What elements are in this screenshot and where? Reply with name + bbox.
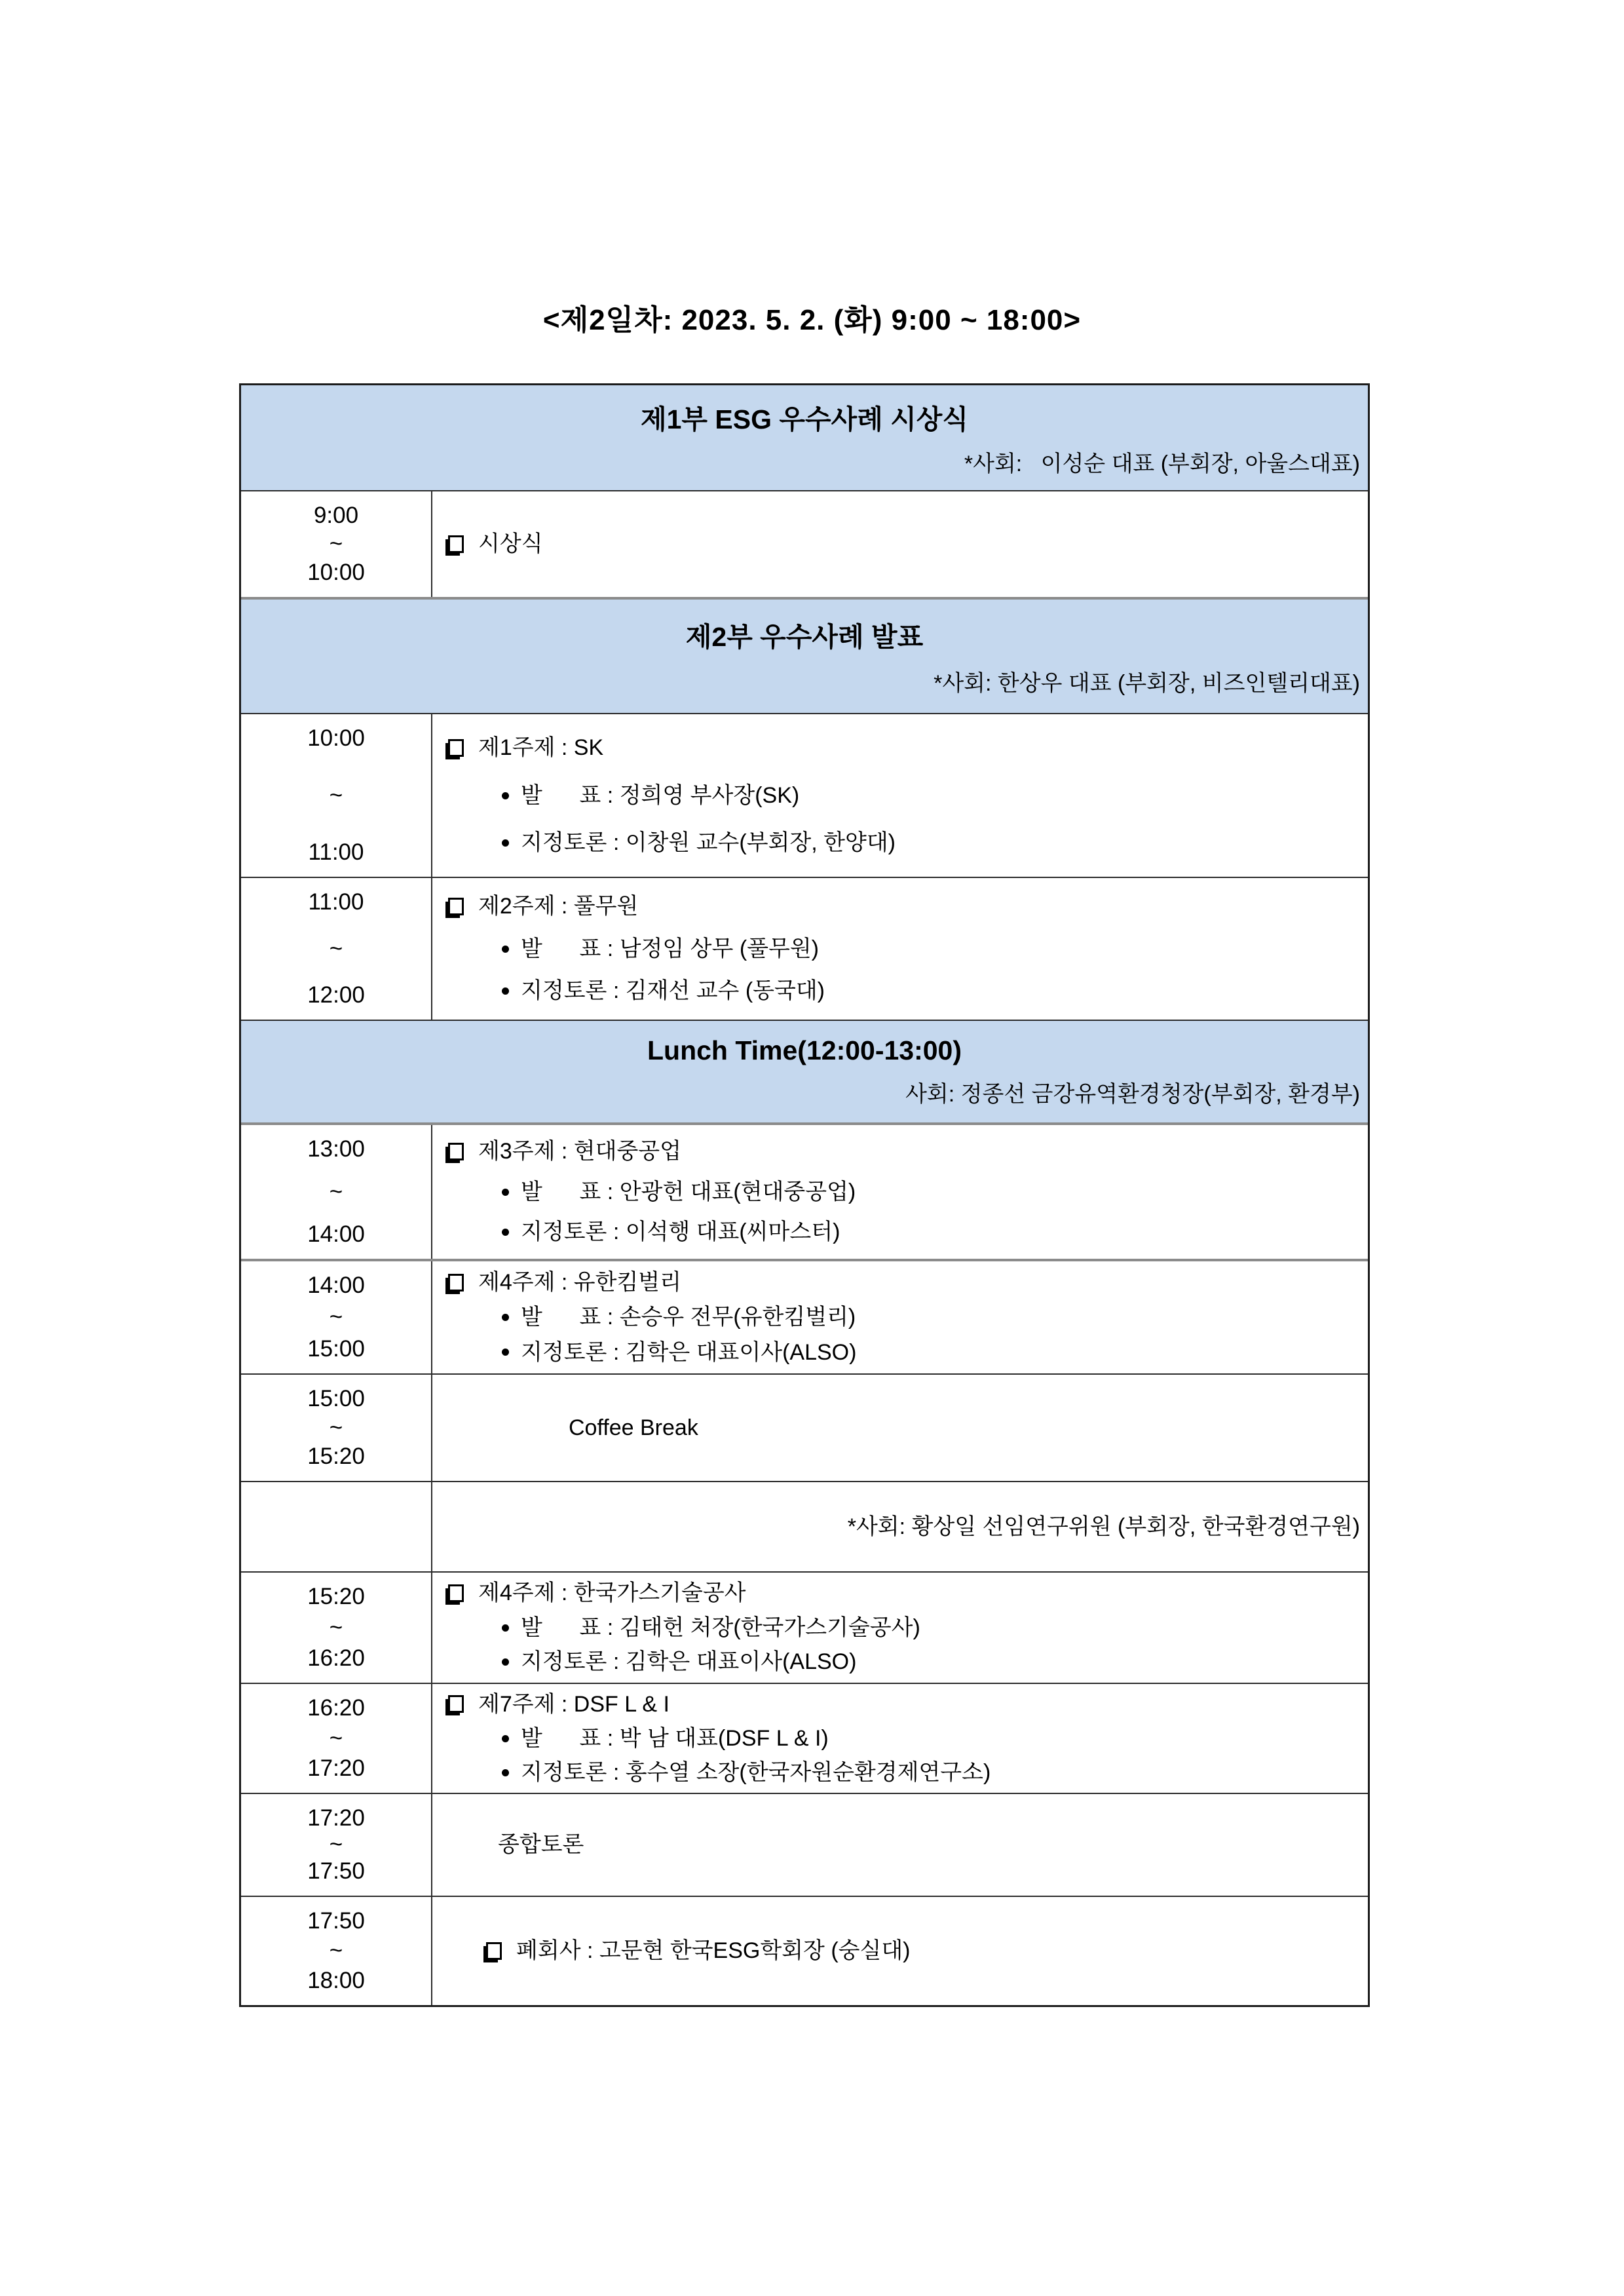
time-separator: ~ [329,1178,343,1204]
time-end: 16:20 [307,1645,365,1671]
bullet-icon [502,1769,509,1776]
agenda-item [447,1648,1361,1676]
checkbox-icon [448,1274,464,1292]
agenda-item [447,1691,1361,1719]
bullet-icon [502,1735,509,1742]
time-end: 12:00 [307,982,365,1008]
time-cell [241,1482,432,1571]
time-start: 16:20 [307,1695,365,1721]
time-start: 17:20 [307,1805,365,1831]
bullet-icon [502,946,509,953]
bullet-icon [502,987,509,995]
bullet-icon [502,1229,509,1236]
bullet-icon [502,1189,509,1196]
agenda-item [447,1269,1361,1297]
page-title: <제2일차: 2023. 5. 2. (화) 9:00 ~ 18:00> [542,304,1082,336]
time-cell [241,1794,432,1896]
agenda-item [447,1339,1361,1367]
item-text: 발 표 : 박 남 대표(DSF L & I) [521,1725,829,1751]
item-text: 발 표 : 김태헌 처장(한국가스기술공사) [521,1615,920,1640]
agenda-item [447,1414,1361,1442]
checkbox-icon [448,739,464,757]
moderator-label: *사회: 황상일 선임연구위원 (부회장, 한국환경연구원) [847,1514,1360,1539]
item-text: 지정토론 : 이창원 교수(부회장, 한양대) [521,830,896,856]
bullet-icon [502,1624,509,1632]
item-text: 발 표 : 남정임 상무 (풀무원) [521,936,819,961]
time-end: 17:20 [307,1755,365,1781]
moderator-label: *사회: 이성순 대표 (부회장, 아울스대표) [964,451,1360,476]
schedule-row [241,1259,1368,1373]
item-text: 발 표 : 안광헌 대표(현대중공업) [521,1179,856,1204]
agenda-item [447,734,1361,762]
schedule-row [241,1896,1368,2005]
content-cell [432,1794,1368,1896]
schedule-row [241,1373,1368,1481]
agenda-item [447,1178,1361,1206]
checkbox-icon [448,1584,464,1602]
time-end: 11:00 [308,839,364,865]
item-text: 지정토론 : 홍수열 소장(한국자원순환경제연구소) [521,1759,991,1785]
agenda-item [447,782,1361,810]
bullet-icon [502,792,509,799]
item-text: 폐회사 : 고문현 한국ESG학회장 (숭실대) [516,1938,911,1964]
bullet-icon [502,1314,509,1321]
schedule-row [241,877,1368,1020]
checkbox-icon [486,1942,502,1960]
content-cell [432,491,1368,597]
time-separator: ~ [329,935,343,961]
agenda-item [447,935,1361,963]
checkbox-icon [448,1143,464,1160]
item-text: 제4주제 : 한국가스기술공사 [478,1580,746,1606]
time-cell [241,491,432,597]
item-text: 제3주제 : 현대중공업 [478,1139,681,1164]
time-end: 18:00 [307,1967,365,1993]
time-cell [241,1573,432,1683]
time-start: 14:00 [307,1272,365,1298]
checkbox-icon [448,535,464,553]
time-cell [241,1261,432,1373]
schedule-row [241,1571,1368,1683]
section-title: 제2부 우수사례 발표 [685,621,924,652]
time-end: 15:20 [307,1443,365,1469]
content-cell [432,1573,1368,1683]
time-start: 17:50 [307,1908,365,1934]
content-cell [432,1482,1368,1571]
section-header-row [241,597,1368,713]
item-text: 시상식 [478,531,543,557]
agenda-item [447,1513,1361,1541]
item-text: Coffee Break [569,1415,698,1440]
schedule-row [241,1793,1368,1896]
schedule-table [239,383,1370,2007]
agenda-item [447,829,1361,857]
agenda-item [447,1759,1361,1787]
schedule-row [241,1683,1368,1793]
bullet-icon [502,1658,509,1666]
time-separator: ~ [329,1614,343,1640]
time-cell [241,714,432,877]
time-start: 10:00 [307,725,365,751]
section-header-row [241,385,1368,490]
time-end: 15:00 [307,1335,365,1362]
time-separator: ~ [329,1414,343,1440]
item-text: 제7주제 : DSF L & I [478,1691,670,1717]
time-cell [241,878,432,1020]
time-separator: ~ [329,531,343,557]
item-text: 제4주제 : 유한킴벌리 [478,1269,681,1295]
agenda-item [447,977,1361,1005]
agenda-item [447,1138,1361,1166]
content-cell [432,1684,1368,1793]
schedule-row [241,1122,1368,1259]
time-end: 17:50 [307,1858,365,1884]
section-header-row [241,1020,1368,1122]
agenda-item [447,1725,1361,1753]
time-separator: ~ [329,1725,343,1751]
content-cell [432,1375,1368,1481]
agenda-item [447,1831,1361,1859]
item-text: 종합토론 [498,1832,584,1858]
checkbox-icon [448,898,464,915]
time-start: 13:00 [307,1136,365,1162]
time-separator: ~ [329,1938,343,1964]
checkbox-icon [448,1695,464,1713]
item-text: 지정토론 : 이석행 대표(씨마스터) [521,1219,840,1245]
agenda-item [447,530,1361,558]
item-text: 제2주제 : 풀무원 [478,894,639,919]
item-text: 지정토론 : 김재선 교수 (동국대) [521,978,825,1004]
item-text: 제1주제 : SK [478,735,604,761]
agenda-item [447,1303,1361,1331]
agenda-item [447,1614,1361,1642]
time-cell [241,1375,432,1481]
content-cell [432,714,1368,877]
agenda-item [447,892,1361,921]
time-cell [241,1684,432,1793]
bullet-icon [502,839,509,847]
section-title: 제1부 ESG 우수사례 시상식 [640,404,968,435]
item-text: 발 표 : 정희영 부사장(SK) [521,782,800,808]
time-cell [241,1125,432,1259]
time-start: 15:20 [307,1584,365,1609]
bullet-icon [502,1349,509,1356]
schedule-row [241,1481,1368,1571]
item-text: 발 표 : 손승우 전무(유한킴벌리) [521,1305,856,1330]
schedule-row [241,490,1368,597]
time-separator: ~ [329,1304,343,1330]
time-start: 15:00 [307,1386,365,1411]
moderator-label: 사회: 정종선 금강유역환경청장(부회장, 환경부) [905,1082,1360,1107]
time-cell [241,1897,432,2005]
schedule-row [241,713,1368,877]
time-start: 11:00 [308,889,364,915]
time-start: 9:00 [313,503,359,528]
time-end: 14:00 [307,1221,365,1247]
content-cell [432,1897,1368,2005]
content-cell [432,878,1368,1020]
agenda-item [447,1218,1361,1246]
time-separator: ~ [329,782,343,808]
time-end: 10:00 [307,559,365,585]
content-cell [432,1261,1368,1373]
moderator-label: *사회: 한상우 대표 (부회장, 비즈인텔리대표) [934,671,1360,697]
agenda-item [447,1937,1361,1965]
time-separator: ~ [329,1831,343,1858]
item-text: 지정토론 : 김학은 대표이사(ALSO) [521,1339,857,1365]
item-text: 지정토론 : 김학은 대표이사(ALSO) [521,1649,857,1675]
content-cell [432,1125,1368,1259]
section-title: Lunch Time(12:00-13:00) [647,1035,962,1065]
agenda-item [447,1579,1361,1607]
